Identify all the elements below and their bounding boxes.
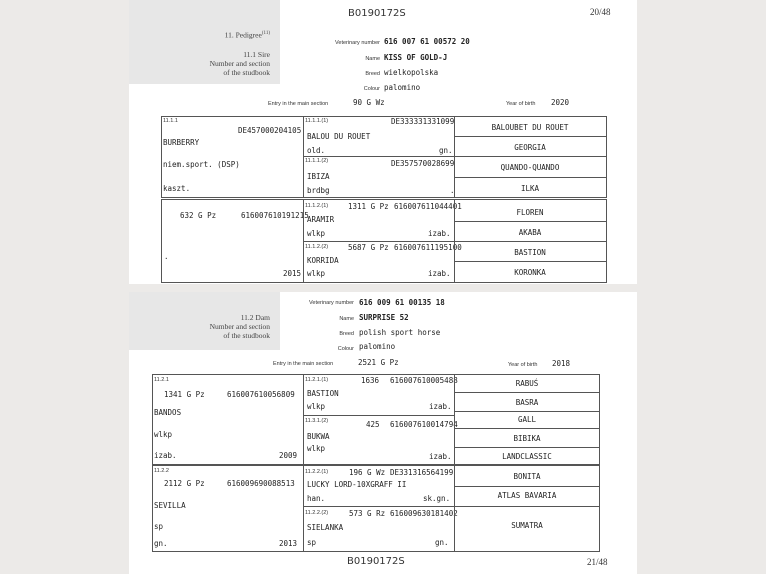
- granddam-cell-4: 11.2.2.(2) 573 G Rz 616009630181402 SIELANKA sp gn.: [303, 506, 455, 552]
- label-breed: Breed: [339, 331, 354, 337]
- grandsire-cell-4: 11.1.2.(2) 5687 G Pz 616007611195100 KORRIDA wlkp izab.: [303, 241, 455, 283]
- colour-value: palomino: [384, 83, 421, 92]
- name-value: SURPRISE 52: [359, 313, 409, 322]
- label-colour: Colour: [337, 346, 354, 352]
- breed-value: wielkopolska: [384, 68, 439, 77]
- section-box-dam: [129, 292, 280, 350]
- pedigree-heading: 11. Pedigree$^{(11)}$: [224, 30, 270, 40]
- dam-sire-number: 616007610056809: [227, 390, 295, 399]
- entry-value: 90 G Wz: [353, 98, 385, 107]
- label-entry: Entry in the main section: [268, 101, 329, 107]
- label-year-of-birth: Year of birth: [506, 101, 536, 107]
- pedigree-page-dam: [129, 292, 637, 574]
- vet-number-value: 616 009 61 00135 18: [359, 298, 445, 307]
- ancestor-cell: BASTION: [454, 241, 607, 262]
- label-colour: Colour: [363, 86, 380, 92]
- ancestor-cell: GALL: [454, 411, 600, 429]
- sire-dam-cell: 632 G Pz 616007610191215 . 2015: [161, 199, 304, 283]
- granddam-cell-3: 11.2.2.(1) 196 G Wz DE331316564199 LUCKY LORD-10XGRAFF II han. sk.gn.: [303, 465, 455, 507]
- sire-dam-number: 616007610191215: [241, 211, 309, 220]
- ancestor-cell: KORONKA: [454, 261, 607, 283]
- sire-sire-breed: niem.sport. (DSP): [163, 160, 240, 169]
- dam-sire-name: BANDOS: [154, 408, 182, 417]
- document-number: B0190172S: [348, 8, 406, 19]
- ancestor-cell: BASRA: [454, 392, 600, 412]
- sire-sire-colour: kaszt.: [163, 184, 191, 193]
- ancestor-cell: ATLAS BAVARIA: [454, 486, 600, 507]
- label-year-of-birth: Year of birth: [508, 362, 538, 368]
- granddam-cell-2: 11.3.1.(2) 425 616007610014794 BUKWA wlkp izab.: [303, 415, 455, 465]
- grandsire-cell-1: 11.1.1.(1) DE333331331099 BALOU DU ROUET old. gn.: [305, 117, 455, 155]
- breed-value: polish sport horse: [359, 328, 441, 337]
- dam-sire-cell: 11.2.1 1341 G Pz 616007610056809 BANDOS wlkp izab. 2009: [152, 374, 304, 465]
- page-number: 20/48: [590, 7, 611, 17]
- pedigree-page-sire: [129, 0, 637, 284]
- ancestor-cell: QUANDO-QUANDO: [454, 156, 607, 178]
- year-of-birth-value: 2020: [551, 98, 570, 107]
- label-vet-number: Veterinary number: [335, 40, 380, 46]
- year-of-birth-value: 2018: [552, 359, 571, 368]
- name-value: KISS OF GOLD-J: [384, 53, 448, 62]
- vet-number-value: 616 007 61 00572 20: [384, 37, 470, 46]
- ancestor-cell: LANDCLASSIC: [454, 447, 600, 465]
- document-number: B0190172S: [347, 556, 405, 567]
- colour-value: palomino: [359, 342, 396, 351]
- ancestor-cell: AKABA: [454, 221, 607, 242]
- sire-sire-name: BURBERRY: [163, 138, 200, 147]
- section-box-sire: [129, 0, 280, 84]
- grandsire-cell-3: 11.1.2.(1) 1311 G Pz 616007611044401 ARAMIR wlkp izab.: [303, 199, 455, 242]
- label-name: Name: [339, 316, 354, 322]
- sire-sire-number: DE457000204105: [238, 126, 302, 135]
- sire-sire-cell: 11.1.1 DE457000204105 BURBERRY niem.sport. (DSP) kaszt.: [161, 116, 304, 198]
- ancestor-cell: SUMATRA: [454, 506, 600, 552]
- dam-heading: 11.2 Dam Number and section of the studbook: [209, 313, 270, 340]
- sire-heading: 11.1 Sire Number and section of the studbook: [209, 50, 270, 77]
- ancestor-cell: RABUŚ: [454, 374, 600, 393]
- ancestor-cell: BALOUBET DU ROUET: [454, 116, 607, 137]
- ancestor-cell: BONITA: [454, 465, 600, 487]
- label-vet-number: Veterinary number: [309, 300, 354, 306]
- label-breed: Breed: [365, 71, 380, 77]
- dam-dam-name: SEVILLA: [154, 501, 186, 510]
- grandsire-cell-2: 11.1.1.(2) DE357570028699 IBIZA brdbg .: [303, 156, 455, 198]
- page-number: 21/48: [587, 557, 608, 567]
- label-name: Name: [365, 56, 380, 62]
- dam-dam-number: 616009690088513: [227, 479, 295, 488]
- label-entry: Entry in the main section: [273, 361, 334, 367]
- entry-value: 2521 G Pz: [358, 358, 399, 367]
- ancestor-cell: GEORGIA: [454, 136, 607, 157]
- ancestor-cell: ILKA: [454, 177, 607, 198]
- granddam-cell-1: 11.2.1.(1) 1636 616007610005488 BASTION wlkp izab.: [303, 374, 455, 416]
- ancestor-cell: BIBIKA: [454, 428, 600, 448]
- ancestor-cell: FLOREN: [454, 199, 607, 222]
- dam-dam-cell: 11.2.2 2112 G Pz 616009690088513 SEVILLA sp gn. 2013: [152, 465, 304, 552]
